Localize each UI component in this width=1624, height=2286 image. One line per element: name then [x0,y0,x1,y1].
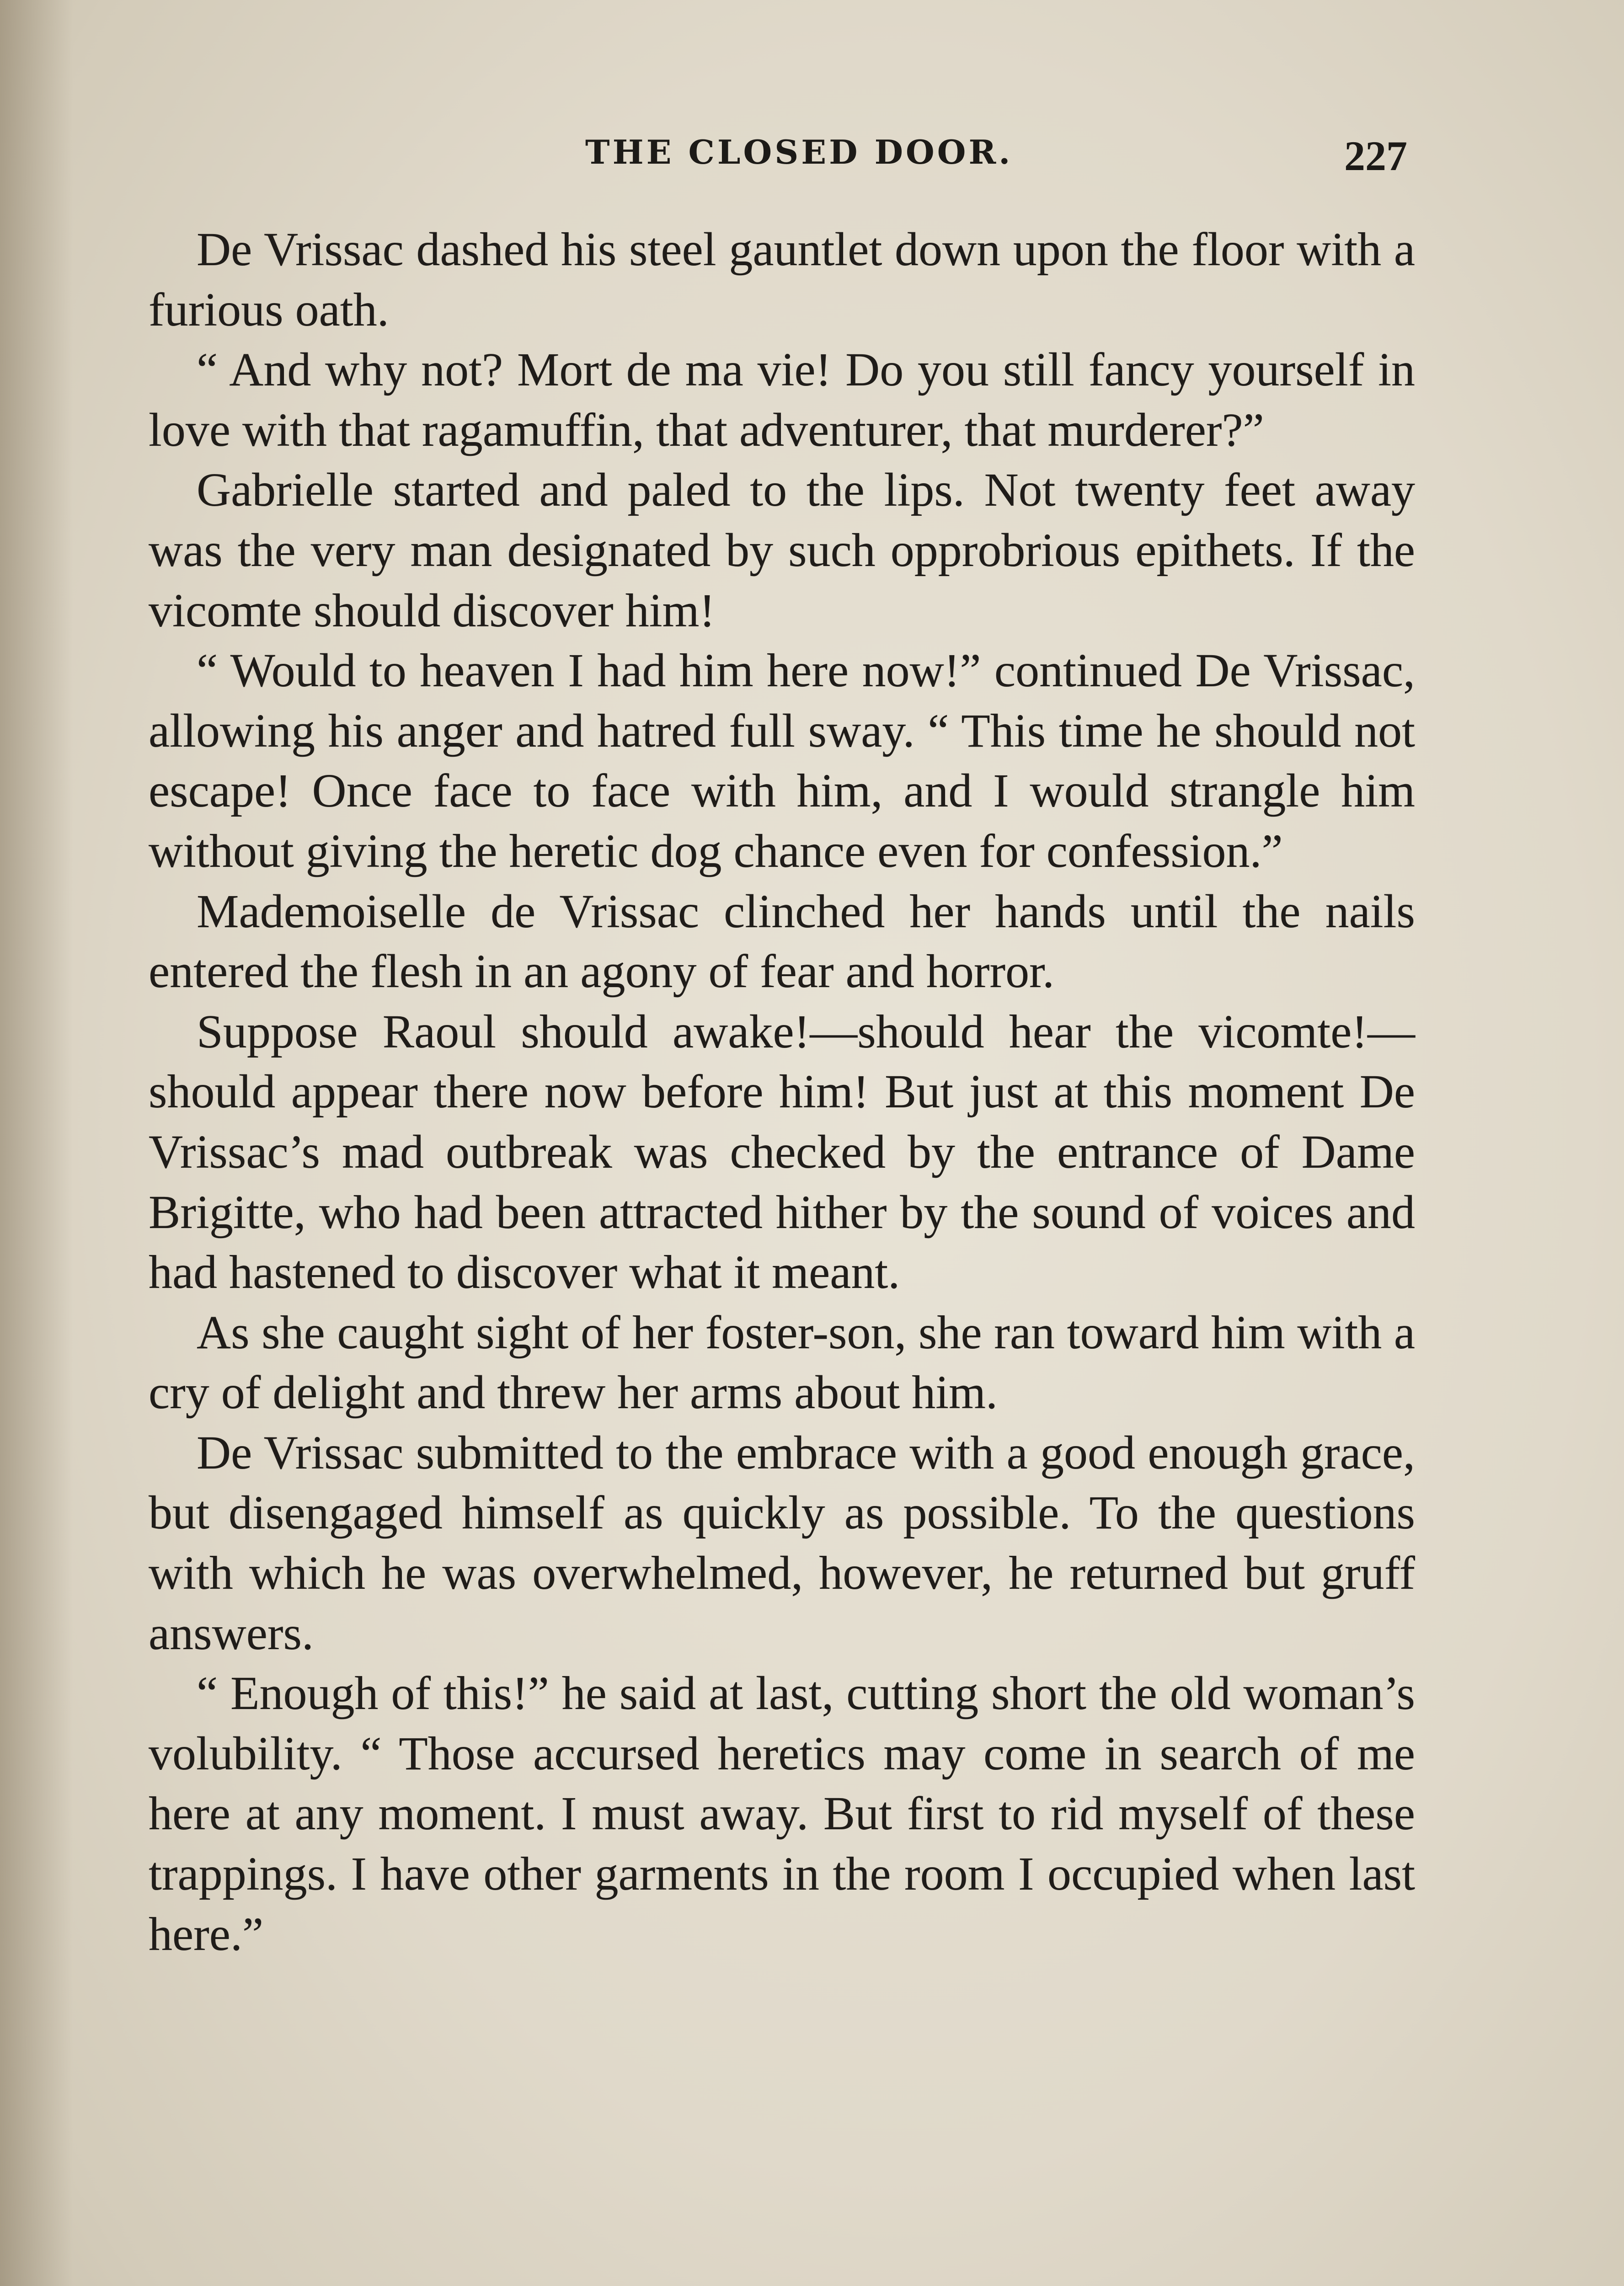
paragraph-5: Mademoiselle de Vrissac clinched her hands until the nails entered the flesh in an agony of fear and horror. [149,885,1415,998]
paragraph-1: De Vrissac dashed his steel gauntlet down upon the floor with a furious oath. [149,223,1415,336]
paragraph-9: “ Enough of this!” he said at last, cutting short the old woman’s volubility. “ Those accursed heretics may come in search of me here at any moment. I must away. But first to rid myself of these trappings. I have other garments in the room I occupied when last here.” [149,1667,1415,1960]
paragraph-6: Suppose Raoul should awake!—should hear the vicomte!—should appear there now before him! But just at this moment De Vrissac’s mad outbreak was checked by the entrance of Dame Brigitte, who had been attracted hither by the sound of voices and had hastened to discover what it meant. [149,1005,1415,1299]
paragraph-3: Gabrielle started and paled to the lips. Not twenty feet away was the very man designated by such opprobrious epithets. If the vicomte should discover him! [149,464,1415,637]
paragraph-8: De Vrissac submitted to the embrace with a good enough grace, but disengaged himself as quickly as possible. To the questions with which he was overwhelmed, however, he returned but gruff answers. [149,1426,1415,1660]
running-header [0,128,1624,178]
paragraph-7: As she caught sight of her foster-son, she ran toward him with a cry of delight and threw her arms about him. [149,1306,1415,1419]
page-number: 227 [1344,133,1407,179]
chapter-title: THE CLOSED DOOR. [585,133,1013,171]
paragraph-4: “ Would to heaven I had him here now!” continued De Vrissac, allowing his anger and hatred full sway. “ This time he should not escape! Once face to face with him, and I would strangle him without giving the heretic dog chance even for confession.” [149,644,1415,877]
body-text [149,219,1415,1964]
paragraph-2: “ And why not? Mort de ma vie! Do you still fancy yourself in love with that ragamuffin, that adventurer, that murderer?” [149,343,1415,456]
